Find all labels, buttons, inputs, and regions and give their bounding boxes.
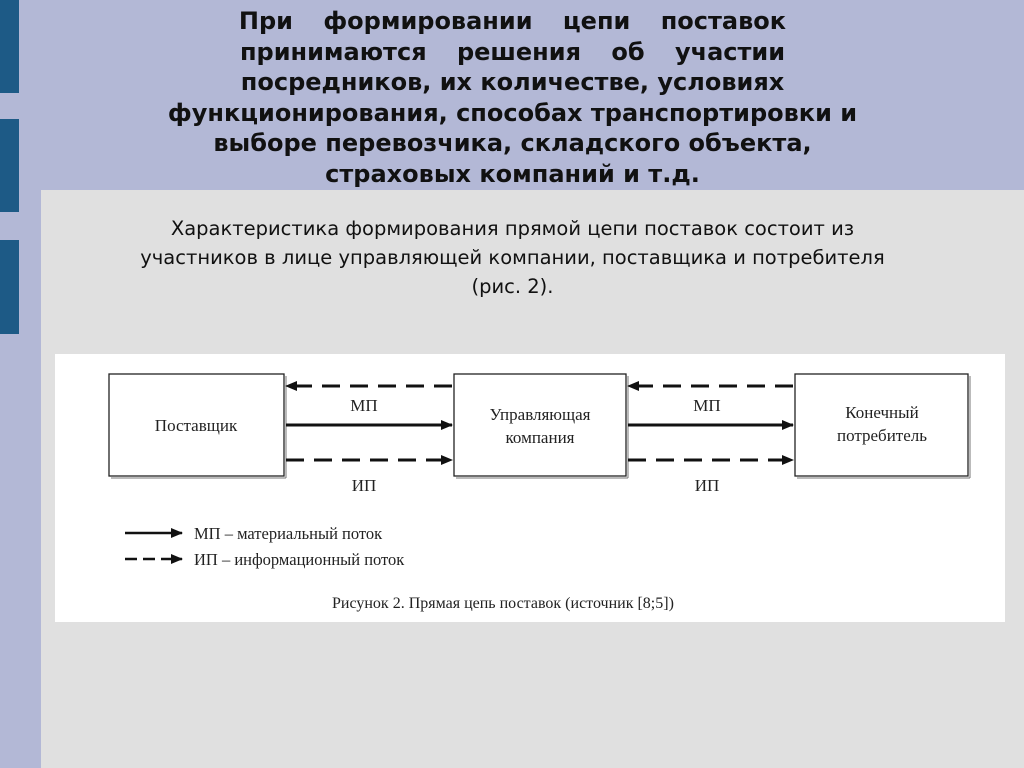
flow-label-ip-right: ИП: [694, 476, 720, 495]
supply-chain-diagram: [55, 354, 1005, 622]
title-line-3: посредников, их количестве, условиях: [240, 68, 785, 96]
title-line-4: функционирования, способах транспортировки и: [167, 98, 858, 127]
flow-label-mp-left: МП: [350, 396, 378, 415]
node-supplier: [109, 374, 286, 478]
accent-bar-bottom: [0, 240, 19, 334]
node-consumer-label-2: потребитель: [836, 426, 928, 445]
supply-chain-figure: [55, 354, 1005, 622]
node-consumer-label-1: Конечный: [845, 403, 919, 422]
slide-title: [60, 6, 965, 189]
node-company: [454, 374, 628, 478]
legend-material-text: МП – материальный поток: [194, 524, 383, 543]
node-supplier-label: Поставщик: [154, 416, 238, 435]
title-line-1: При формировании цепи поставок: [238, 7, 787, 35]
intro-paragraph: [60, 214, 965, 301]
legend-info-text: ИП – информационный поток: [194, 550, 405, 569]
intro-line-1: Характеристика формирования прямой цепи поставок состоит из: [170, 217, 855, 240]
title-line-6: страховых компаний и т.д.: [325, 159, 700, 188]
figure-caption: Рисунок 2. Прямая цепь поставок (источник [8;5]): [332, 595, 674, 612]
accent-bar-top: [0, 0, 19, 93]
intro-line-3: (рис. 2).: [471, 275, 554, 298]
title-line-5: выборе перевозчика, складского объекта,: [213, 129, 812, 157]
accent-bar-middle: [0, 119, 19, 212]
flow-label-ip-left: ИП: [351, 476, 377, 495]
intro-line-2: участников в лице управляющей компании, поставщика и потребителя: [140, 246, 885, 269]
node-company-label-2: компания: [505, 428, 575, 447]
node-company-label-1: Управляющая: [489, 405, 591, 424]
flow-label-mp-right: МП: [693, 396, 721, 415]
title-line-2: принимаются решения об участии: [239, 37, 786, 66]
node-consumer: [795, 374, 970, 478]
